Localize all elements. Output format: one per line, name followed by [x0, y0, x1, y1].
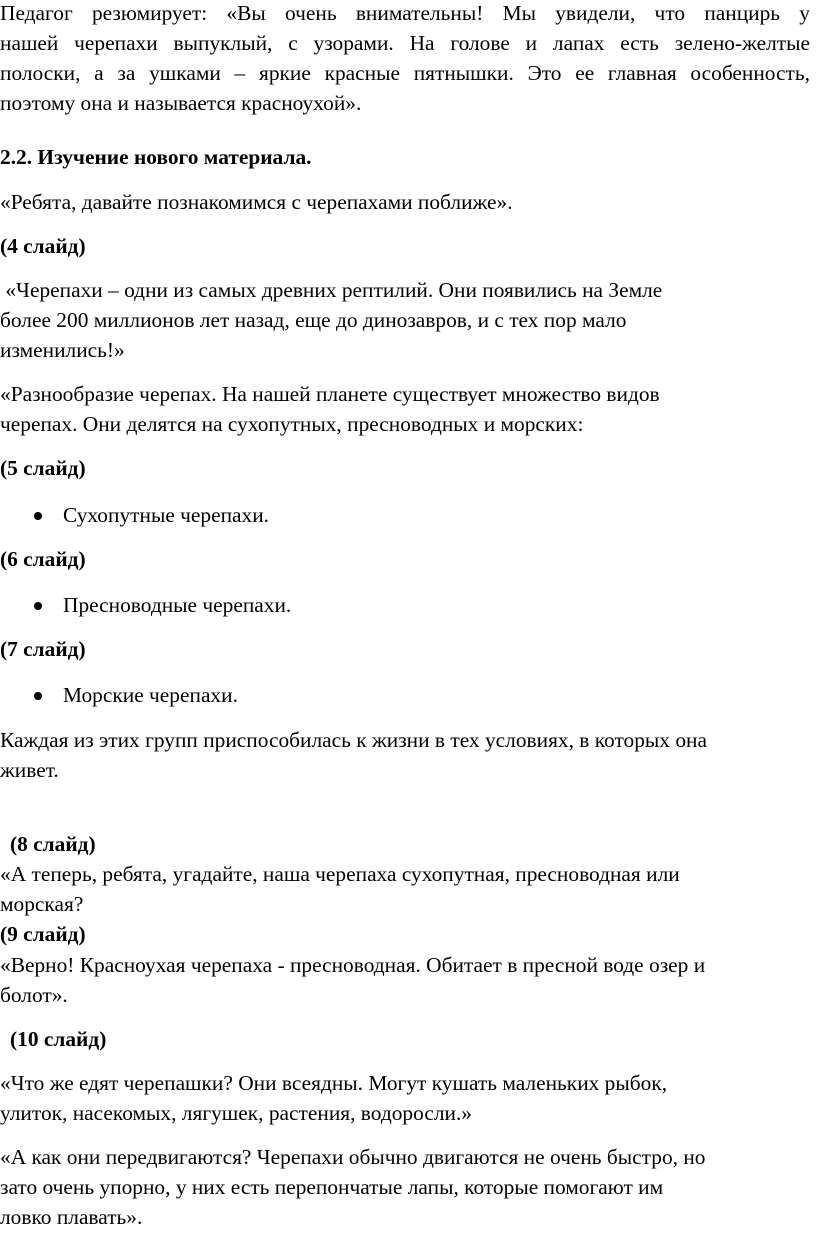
- bullet-icon: [34, 692, 42, 700]
- list-item-label: Сухопутные черепахи.: [63, 503, 270, 527]
- list-item-freshwater: [0, 591, 810, 619]
- food-line-1: «Что же едят черепашки? Они всеядны. Могут кушать маленьких рыбок,: [0, 1071, 668, 1095]
- intro-line-4: поэтому она и называется красноухой».: [0, 91, 362, 115]
- adaptation-line-1: Каждая из этих групп приспособилась к жизни в тех условиях, в которых она: [0, 728, 707, 752]
- guess-line-1: «А теперь, ребята, угадайте, наша черепаха сухопутная, пресноводная или: [0, 862, 680, 886]
- list-item-label: Морские черепахи.: [63, 683, 238, 707]
- invite-line: «Ребята, давайте познакомимся с черепахами поближе».: [0, 190, 513, 214]
- ancient-line-1: «Черепахи – одни из самых древних рептилий. Они появились на Земле: [0, 278, 663, 302]
- list-item-sea: [0, 681, 810, 709]
- adaptation-line-2: живет.: [0, 758, 59, 782]
- guess-line-2: морская?: [0, 892, 84, 916]
- slide-9-label: (9 слайд): [0, 922, 86, 946]
- intro-line-2: нашей черепахи выпуклый, с узорами. На голове и лапах есть зелено-желтые: [0, 31, 810, 55]
- slide-6-label: (6 слайд): [0, 547, 86, 571]
- movement-line-3: ловко плавать».: [0, 1205, 143, 1229]
- list-item-land: [0, 501, 810, 529]
- slide-4-label: (4 слайд): [0, 234, 86, 258]
- bullet-icon: [34, 512, 42, 520]
- ancient-line-3: изменились!»: [0, 338, 125, 362]
- list-item-label: Пресноводные черепахи.: [63, 593, 292, 617]
- movement-line-2: зато очень упорно, у них есть перепончатые лапы, которые помогают им: [0, 1175, 664, 1199]
- movement-line-1: «А как они передвигаются? Черепахи обычно двигаются не очень быстро, но: [0, 1145, 706, 1169]
- ancient-line-2: более 200 миллионов лет назад, еще до динозавров, и с тех пор мало: [0, 308, 627, 332]
- food-line-2: улиток, насекомых, лягушек, растения, водоросли.»: [0, 1101, 472, 1125]
- diversity-line-2: черепах. Они делятся на сухопутных, пресноводных и морских:: [0, 412, 584, 436]
- section-heading: 2.2. Изучение нового материала.: [0, 145, 312, 169]
- slide-8-label: (8 слайд): [10, 832, 96, 856]
- answer-line-1: «Верно! Красноухая черепаха - пресноводная. Обитает в пресной воде озер и: [0, 953, 706, 977]
- slide-7-label: (7 слайд): [0, 637, 86, 661]
- bullet-icon: [34, 602, 42, 610]
- answer-line-2: болот».: [0, 983, 68, 1007]
- diversity-line-1: «Разнообразие черепах. На нашей планете существует множество видов: [0, 382, 660, 406]
- slide-5-label: (5 слайд): [0, 456, 86, 480]
- intro-line-3: полоски, а за ушками – яркие красные пятнышки. Это ее главная особенность,: [0, 61, 810, 85]
- intro-line-1: Педагог резюмирует: «Вы очень внимательны! Мы увидели, что панцирь у: [0, 1, 810, 25]
- slide-10-label: (10 слайд): [10, 1027, 107, 1051]
